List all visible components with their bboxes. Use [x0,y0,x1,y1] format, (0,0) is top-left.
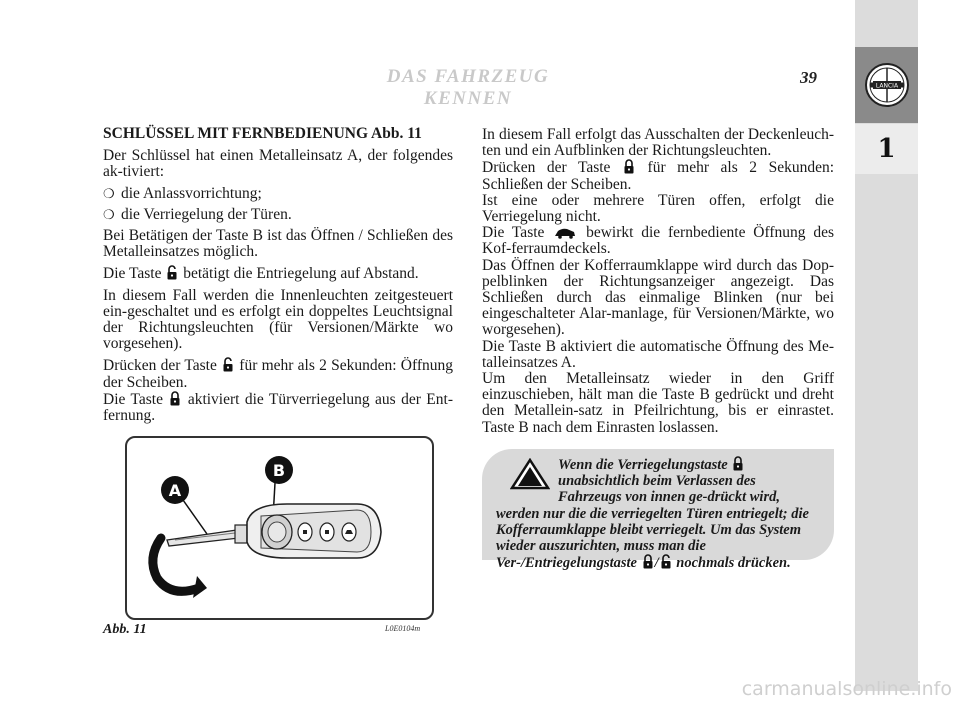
paragraph: In diesem Fall werden die Innenleuchten zeitgesteuert ein-geschaltet und es erfolgt ein doppeltes Leuchtsignal der Richtungsleuchten (für Versionen/Märkte wo vorgesehen). [103,286,453,353]
unlock-icon [167,265,177,280]
logo-text: LANCIA [875,82,898,90]
callout-b-label: B [272,461,286,480]
paragraph: Drücken der Taste für mehr als 2 Sekunden: Schließen der Scheiben. [482,159,835,193]
paragraph: Die Taste betätigt die Entriegelung auf Abstand. [103,265,419,283]
watermark: carmanualsonline.info [741,678,952,700]
remote-key-illustration [127,438,432,618]
figure-caption: Abb. 11 [103,622,147,637]
bullet-text: die Verriegelung der Türen. [121,205,292,223]
paragraph: Die Taste aktiviert die Türverriegelung aus der Ent-fernung. [103,390,453,425]
bullet-text: die Anlassvorrichtung; [121,184,262,202]
page-header-title: DAS FAHRZEUG KENNEN [386,66,550,109]
warning-box [482,449,834,572]
lancia-logo-icon [864,62,910,108]
warning-triangle-icon [510,458,550,490]
unlock-icon [661,554,671,569]
paragraph: In diesem Fall erfolgt das Ausschalten der Deckenleuch-ten und ein Aufblinken der Richtungsleuchten. [482,126,834,160]
chapter-tab [855,124,918,174]
logo-box [855,47,918,123]
lock-icon [624,159,634,174]
key-figure [125,436,434,620]
lock-icon [643,554,653,569]
right-column [482,127,834,436]
intro-paragraph: Der Schlüssel hat einen Metalleinsatz A, der folgendes ak-tiviert: [103,147,453,181]
left-column [103,122,453,424]
page-number: 39 [800,68,817,87]
paragraph: Die Taste bewirkt die fernbediente Öffnung des Kof-ferraumdeckels. [482,224,835,258]
paragraph: Die Taste B aktiviert die automatische Öffnung des Me-talleinsatzes A. [482,337,834,371]
paragraph: Das Öffnen der Kofferraumklappe wird durch das Dop-pelblinken der Richtungsanzeiger angezeigt. Das Schließen durch das einmalige Blinken (nur bei eingeschalteter Alar-manlage, für Versionen/Märkte, wo worgesehen). [482,256,834,339]
figure-code: L0E0104m [385,624,421,633]
bullet-circle-icon: ❍ [103,206,115,222]
callout-a-label: A [168,481,182,500]
chapter-number: 1 [877,134,896,164]
lock-icon [733,456,743,471]
unlock-icon [223,357,233,372]
paragraph: Drücken der Taste für mehr als 2 Sekunden: Öffnung der Scheiben. [103,357,454,391]
lock-icon [170,391,180,406]
bullet-item [103,186,453,202]
bullet-circle-icon: ❍ [103,185,115,201]
car-trunk-icon [554,227,576,239]
paragraph: Bei Betätigen der Taste B ist das Öffnen / Schließen des Metalleinsatzes möglich. [103,227,453,261]
bullet-item [103,207,453,223]
section-heading: SCHLÜSSEL MIT FERNBEDIENUNG Abb. 11 [103,125,422,142]
paragraph: Um den Metalleinsatz wieder in den Griff einzuschieben, hält man die Taste B gedrückt und dreht den Metallein-satz in Pfeilrichtung, bis er einrastet. Taste B nach dem Einrasten loslassen. [482,370,834,436]
warning-text: Wenn die Verriegelungstaste unabsichtlich beim Verlassen des Fahrzeugs von innen ge-drückt wird, werden nur die die verriegelten Türen entriegelt; die Kofferraumklappe bleibt verriegelt. Um das System wieder auszurichten, muss man die Ver-/Entriegelungstaste / nochmals drücken. [496,457,809,572]
paragraph: Ist eine oder mehrere Türen offen, erfolgt die Verriegelung nicht. [482,191,834,226]
